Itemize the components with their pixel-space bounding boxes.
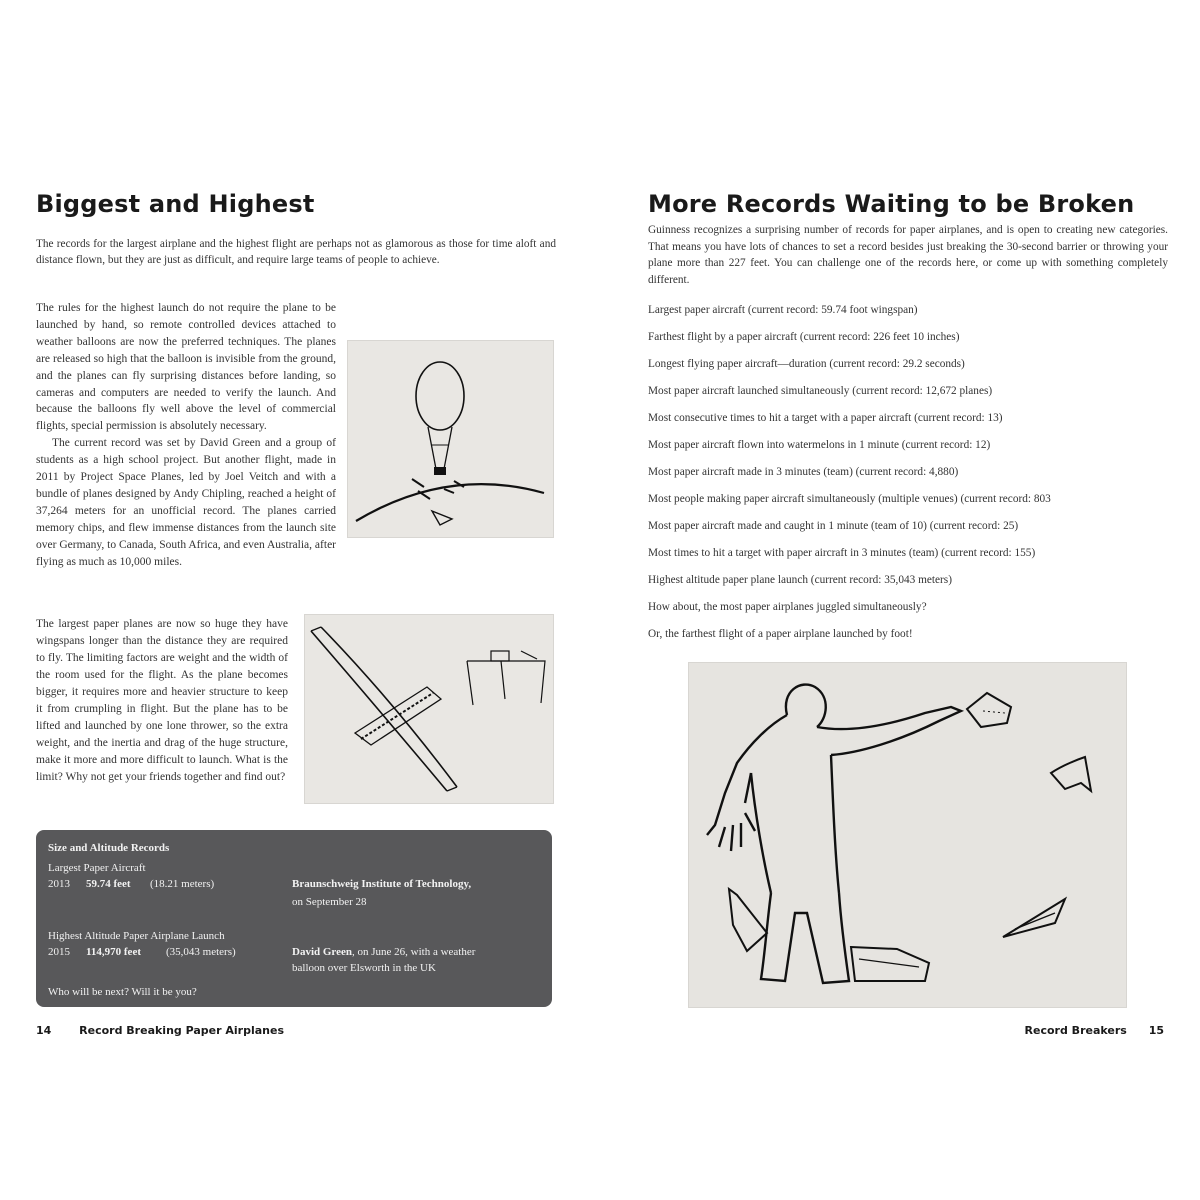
list-item: Most people making paper aircraft simultaneously (multiple venues) (current record: 803 xyxy=(648,493,1051,505)
list-item: Or, the farthest flight of a paper airplane launched by foot! xyxy=(648,628,913,640)
list-item: Largest paper aircraft (current record: 59.74 foot wingspan) xyxy=(648,304,918,316)
record-2-holder: David Green xyxy=(292,946,352,958)
right-footer xyxy=(1025,1024,1164,1037)
record-1-value: 59.74 feet xyxy=(86,878,131,890)
left-heading: Biggest and Highest xyxy=(36,190,315,218)
record-2-value: 114,970 feet xyxy=(86,946,141,958)
thrower-sketch xyxy=(689,663,1126,1007)
record-2-year: 2015 xyxy=(48,946,70,958)
record-2-metric: (35,043 meters) xyxy=(166,946,236,958)
box-title: Size and Altitude Records xyxy=(48,842,170,854)
record-2-holder-line xyxy=(292,946,475,958)
list-item: Most paper aircraft made and caught in 1 minute (team of 10) (current record: 25) xyxy=(648,520,1019,532)
right-footer-title: Record Breakers xyxy=(1024,1024,1127,1037)
list-item: Most paper aircraft made in 3 minutes (team) (current record: 4,880) xyxy=(648,466,959,478)
box-closing: Who will be next? Will it be you? xyxy=(48,986,197,998)
record-1-year: 2013 xyxy=(48,878,70,890)
balloon-sketch xyxy=(348,341,553,537)
record-1-holder: Braunschweig Institute of Technology, xyxy=(292,878,472,890)
left-footer-title: Record Breaking Paper Airplanes xyxy=(79,1024,284,1037)
record-2-label: Highest Altitude Paper Airplane Launch xyxy=(48,930,225,942)
list-item: Most consecutive times to hit a target with a paper aircraft (current record: 13) xyxy=(648,412,1003,424)
left-intro xyxy=(36,236,556,268)
record-2-detail-2: balloon over Elsworth in the UK xyxy=(292,962,436,974)
balloon-drawing-photo xyxy=(347,340,554,538)
giant-plane-sketch xyxy=(305,615,553,803)
giant-plane-photo xyxy=(304,614,554,804)
list-item: Most paper aircraft launched simultaneously (current record: 12,672 planes) xyxy=(648,385,993,397)
right-heading: More Records Waiting to be Broken xyxy=(648,190,1135,218)
list-item: How about, the most paper airplanes juggled simultaneously? xyxy=(648,601,927,613)
launch-text xyxy=(36,300,336,571)
record-1-metric: (18.21 meters) xyxy=(150,878,215,890)
thrower-drawing-photo xyxy=(688,662,1127,1008)
launch-para-1: The rules for the highest launch do not require the plane to be launched by hand, so remote controlled devices attached to weather balloons are now the preferred techniques. The planes are released so high that the balloon is invisible from the ground, and the planes can fly surprising distances before landing, so cameras and computers are needed to verify the launch. And because the balloons fly well above the level of commercial flights, special permission is absolutely necessary. xyxy=(36,302,336,433)
record-2-detail: , on June 26, with a weather xyxy=(352,946,476,958)
largest-text xyxy=(36,616,288,786)
left-footer xyxy=(36,1024,284,1037)
records-list xyxy=(648,304,1188,655)
size-altitude-records-box xyxy=(36,830,552,1007)
list-item: Most times to hit a target with paper aircraft in 3 minutes (team) (current record: 155) xyxy=(648,547,1036,559)
launch-para-2: The current record was set by David Green and a group of students as a high school project. But another flight, made in 2011 by Project Space Planes, led by Joel Veitch and with a bundle of planes designed by Andy Chipling, reached a height of 37,264 meters for an unofficial record. The planes carried memory chips, and flew immense distances from the launch site over Germany, to Canada, South Africa, and even Australia, after flying as much as 10,000 miles. xyxy=(36,437,336,568)
left-page-number: 14 xyxy=(36,1024,52,1037)
list-item: Highest altitude paper plane launch (current record: 35,043 meters) xyxy=(648,574,952,586)
record-1-date: on September 28 xyxy=(292,896,367,908)
list-item: Most paper aircraft flown into watermelons in 1 minute (current record: 12) xyxy=(648,439,991,451)
list-item: Farthest flight by a paper aircraft (current record: 226 feet 10 inches) xyxy=(648,331,960,343)
record-1-label: Largest Paper Aircraft xyxy=(48,862,146,874)
right-page-number: 15 xyxy=(1148,1024,1164,1037)
right-page xyxy=(600,0,1200,1200)
largest-para: The largest paper planes are now so huge they have wingspans longer than the distance they are required to fly. The limiting factors are weight and the width of the room used for the flight. As the plane becomes bigger, it requires more and heavier structure to keep it from crumpling in flight. But the plane has to be lifted and launched by one lone thrower, so the extra weight, and the inertia and drag of the huge structure, make it more and more difficult to launch. What is the limit? Why not get your friends together and find out? xyxy=(36,618,288,783)
list-item: Longest flying paper aircraft—duration (current record: 29.2 seconds) xyxy=(648,358,965,370)
right-intro xyxy=(648,222,1168,288)
right-intro-text: Guinness recognizes a surprising number of records for paper airplanes, and is open to creating new categories. That means you have lots of chances to set a record besides just breaking the 30-second barrier or throwing your plane more than 227 feet. You can challenge one of the records here, or come up with something completely different. xyxy=(648,224,1168,286)
left-intro-text: The records for the largest airplane and the highest flight are perhaps not as glamorous as those for time aloft and distance flown, but they are just as difficult, and require large teams of people to achieve. xyxy=(36,238,556,266)
